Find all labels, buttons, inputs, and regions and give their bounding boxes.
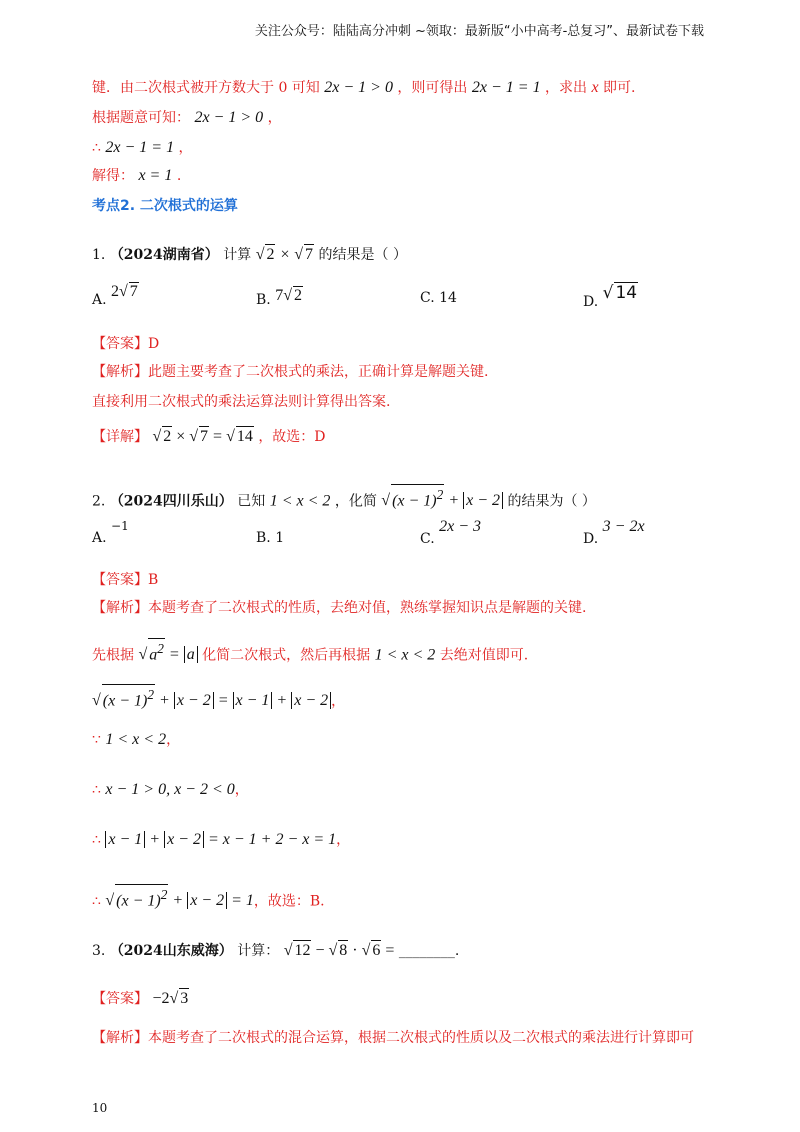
- option-value: 1: [275, 530, 285, 546]
- option-label: A.: [92, 292, 107, 308]
- page-header: 关注公众号：陆陆高分冲刺 ~领取：最新版“小中高考-总复习”、最新试卷下载: [254, 24, 704, 39]
- option-label: D.: [583, 294, 599, 310]
- answer-tag: 【答案】: [92, 991, 148, 1007]
- detail-tag: 【详解】: [92, 429, 148, 445]
- text: 化简二次根式，然后再根据: [202, 647, 371, 664]
- text: .: [176, 168, 182, 184]
- analysis-tag: 【解析】: [92, 1030, 148, 1046]
- option-label: C.: [420, 290, 435, 306]
- q2-step-4: [92, 830, 350, 850]
- q3-analysis: [92, 1028, 694, 1048]
- answer-value: B: [148, 572, 159, 588]
- analysis-text: 本题考查了二次根式的性质，去绝对值，熟练掌握知识点是解题的关键.: [148, 600, 587, 616]
- analysis-tag: 【解析】: [92, 364, 148, 380]
- option-label: D.: [583, 531, 599, 547]
- option-label: B.: [256, 530, 271, 546]
- math-expr: 2x − 1 = 1: [105, 139, 175, 156]
- text: ，: [331, 693, 346, 710]
- question-source: （2024四川乐山）: [109, 493, 233, 510]
- math-expr: √ 2 × √ 7: [255, 246, 314, 263]
- text: 去绝对值即可.: [439, 647, 529, 664]
- text: 键．由二次根式被开方数大于 0 可知: [92, 80, 320, 96]
- q2-step-2: [92, 730, 180, 750]
- text: ，故选：D: [258, 429, 326, 445]
- question-number: 1.: [92, 247, 106, 263]
- math-expr: 2x − 1 > 0: [324, 79, 393, 96]
- text: 解得：: [92, 168, 134, 184]
- q2-option-d: [583, 518, 645, 548]
- text: ，求出: [545, 80, 588, 96]
- intro-line-4: [92, 166, 181, 186]
- option-label: A.: [92, 530, 107, 546]
- q2-analysis-2: [92, 638, 528, 665]
- question-source: （2024山东威海）: [109, 943, 233, 959]
- text: ，则可得出: [397, 80, 468, 96]
- text: ，化简: [334, 493, 377, 510]
- answer-tag: 【答案】: [92, 572, 148, 588]
- option-value: 14: [439, 290, 457, 306]
- text: ，故选：B.: [253, 893, 325, 910]
- math-expr: 2x − 1 = 1: [471, 79, 541, 96]
- math-expr: √ $(x - 1)^2 + x - 2$: [381, 492, 503, 509]
- text: 的结果为（ ）: [507, 493, 596, 510]
- q3-answer: [92, 988, 189, 1009]
- text: 先根据: [92, 647, 134, 664]
- q2-option-c: [420, 518, 482, 548]
- text: 根据题意可知：: [92, 110, 190, 126]
- because-symbol: ∵: [92, 732, 101, 748]
- q1-answer: [92, 334, 159, 354]
- question-3: [92, 940, 459, 961]
- q1-option-d: [583, 283, 638, 311]
- question-2: [92, 484, 596, 511]
- math-expr: √ 14: [602, 283, 638, 303]
- therefore-symbol: ∴: [92, 893, 101, 910]
- text: 计算: [223, 247, 252, 263]
- text: 即可.: [603, 80, 636, 96]
- math-expr: x − 1 > 0, x − 2 < 0: [105, 781, 235, 798]
- q2-step-5: [92, 884, 325, 911]
- intro-line-3: [92, 138, 193, 158]
- option-label: C.: [420, 531, 435, 547]
- q2-option-a: [92, 519, 129, 546]
- math-expr: 2√ 7: [111, 283, 138, 300]
- math-expr: 2x − 1 > 0: [194, 109, 264, 126]
- section-title: 考点2. 二次根式的运算: [92, 198, 238, 214]
- math-expr: 7√ 2: [275, 287, 302, 304]
- text: ，: [234, 782, 249, 798]
- q2-answer: [92, 570, 158, 590]
- q2-step-3: [92, 780, 249, 800]
- q1-option-a: [92, 283, 139, 309]
- q1-option-b: [256, 287, 303, 309]
- answer-value: D: [148, 336, 160, 352]
- option-value: 2x − 3: [439, 518, 482, 535]
- math-expr: 1 < x < 2: [105, 731, 167, 748]
- math-expr: 1 < x < 2: [374, 646, 436, 664]
- math-expr: √ 2 × √ 7 = √ 14: [152, 428, 253, 445]
- math-expr: √ $(x - 1)^2 + x - 2 = x - 1 + x - 2$: [92, 692, 331, 709]
- analysis-tag: 【解析】: [92, 600, 148, 616]
- q1-analysis-2: 直接利用二次根式的乘法运算法则计算得出答案.: [92, 394, 391, 410]
- q2-option-b: [256, 530, 284, 546]
- text: ，: [166, 732, 181, 748]
- answer-tag: 【答案】: [92, 336, 148, 352]
- therefore-symbol: ∴: [92, 782, 101, 798]
- math-expr: x = 1: [138, 167, 173, 184]
- math-expr: −2√ 3: [152, 990, 189, 1007]
- q2-analysis: [92, 598, 586, 618]
- math-expr: √ $(x - 1)^2 + x - 2 = 1$: [105, 892, 254, 909]
- option-label: B.: [256, 292, 271, 308]
- math-expr: √ 12 − √ 8 · √ 6 =: [283, 942, 395, 959]
- answer-blank: ________.: [398, 943, 460, 959]
- q2-step-1: [92, 684, 345, 711]
- option-value: −1: [111, 519, 129, 533]
- analysis-text: 本题考查了二次根式的混合运算，根据二次根式的性质以及二次根式的乘法进行计算即可: [148, 1030, 694, 1046]
- analysis-text: 此题主要考查了二次根式的乘法，正确计算是解题关键.: [148, 364, 489, 380]
- math-expr: x − 1 + x − 2 = x − 1 + 2 − x = 1: [105, 831, 336, 848]
- question-1: [92, 244, 407, 265]
- option-value: 3 − 2x: [602, 518, 645, 535]
- question-source: （2024湖南省）: [109, 247, 219, 263]
- math-var: x: [591, 79, 599, 96]
- q1-detail: [92, 426, 326, 447]
- question-number: 3.: [92, 943, 106, 959]
- intro-line-1: [92, 78, 636, 98]
- math-expr: 1 < x < 2: [269, 492, 331, 510]
- math-expr: √ $a^2 = a$: [138, 646, 197, 663]
- text: 的结果是（ ）: [318, 247, 407, 263]
- text: ，: [267, 110, 282, 126]
- page-number: 10: [92, 1101, 108, 1115]
- text: ，: [178, 140, 193, 156]
- q1-analysis: [92, 362, 488, 382]
- intro-line-2: [92, 108, 282, 128]
- therefore-symbol: ∴: [92, 832, 101, 848]
- text: ，: [336, 832, 351, 848]
- therefore-symbol: ∴: [92, 140, 101, 156]
- question-number: 2.: [92, 493, 106, 510]
- q1-option-c: [420, 290, 457, 306]
- text: 已知: [237, 493, 266, 510]
- text: 计算：: [237, 943, 280, 959]
